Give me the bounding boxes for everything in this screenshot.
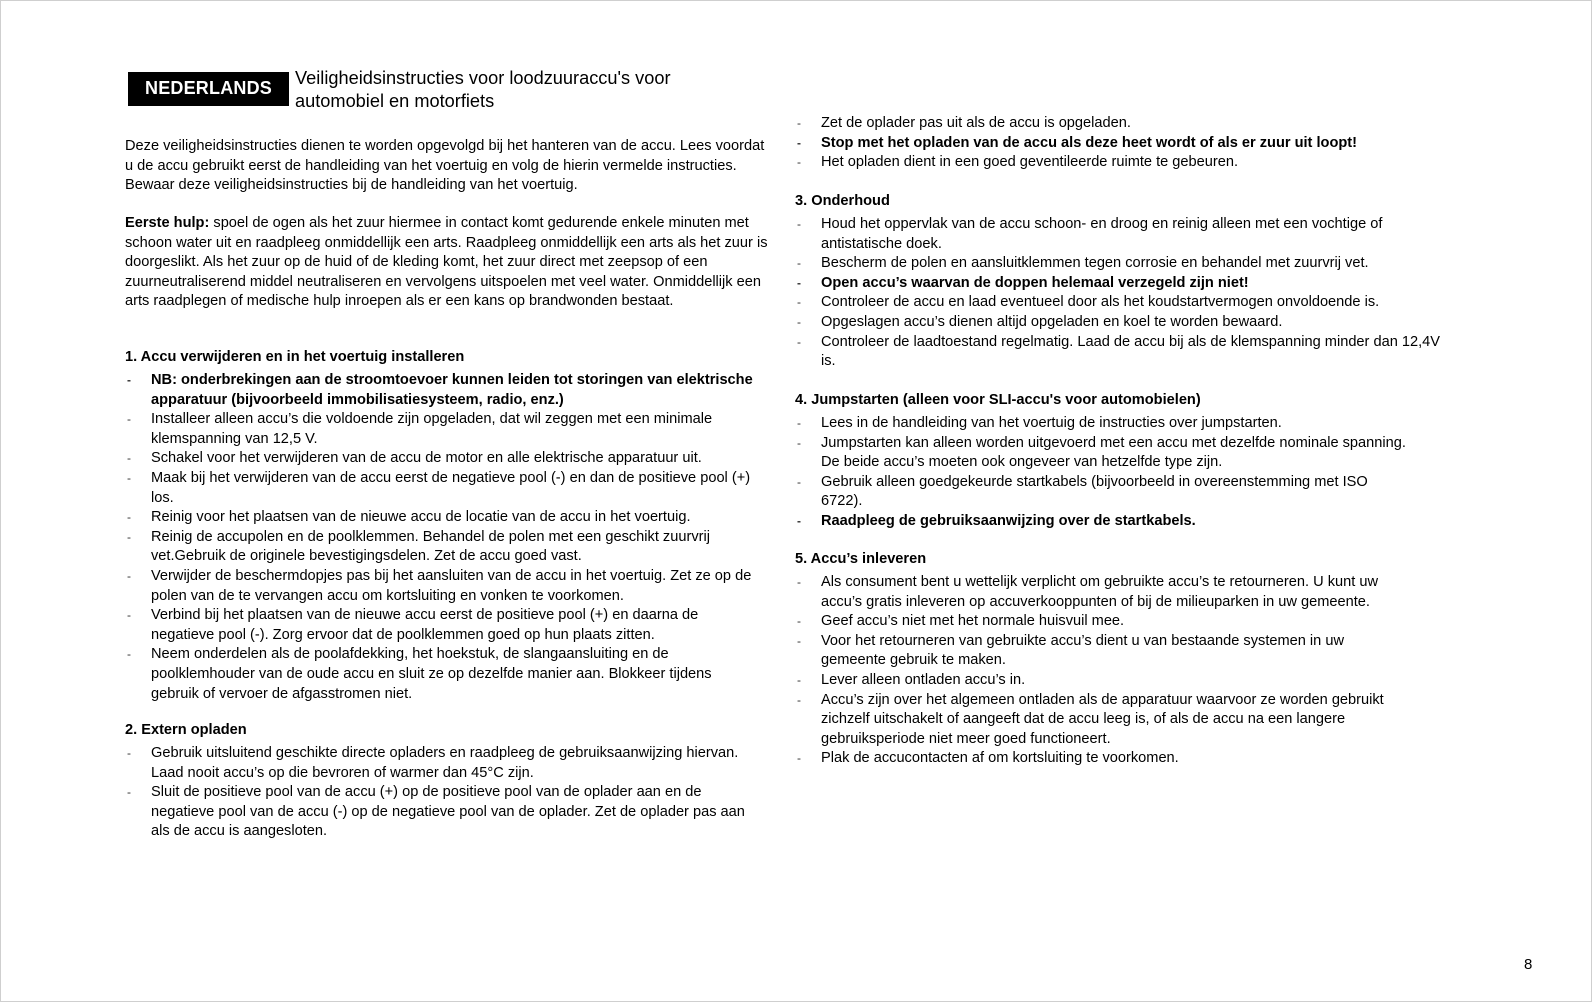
list-item: - Lever alleen ontladen accu’s in. [795,671,1410,691]
section-2-list-part-2 [795,114,1455,173]
list-item: - Bescherm de polen en aansluitklemmen tegen corrosie en behandel met zuurvrij vet. [795,254,1445,274]
first-aid-paragraph [125,214,775,312]
first-aid-label: Eerste hulp: [125,215,210,231]
list-item: - Zet de oplader pas uit als de accu is opgeladen. [795,114,1455,134]
list-item: - Stop met het opladen van de accu als deze heet wordt of als er zuur uit loopt! [795,134,1455,154]
section-4-heading: 4. Jumpstarten (alleen voor SLI-accu's voor automobielen) [795,392,1201,408]
list-item: - Verwijder de beschermdopjes pas bij het aansluiten van de accu in het voertuig. Zet ze op de polen van de te vervangen accu om kortsluiting en vonken te voorkomen. [125,567,763,606]
list-item: - Gebruik alleen goedgekeurde startkabels (bijvoorbeeld in overeenstemming met ISO 6722). [795,473,1410,512]
list-item: - Controleer de accu en laad eventueel door als het koudstartvermogen onvoldoende is. [795,293,1445,313]
document-title-line-1: Veiligheidsinstructies voor loodzuuraccu's voor [295,68,671,88]
page-number: 8 [1524,956,1533,973]
intro-paragraph: Deze veiligheidsinstructies dienen te worden opgevolgd bij het hanteren van de accu. Lees voordat u de accu gebruikt eerst de handleiding van het voertuig en volg de hierin vermelde instructies. Bewaar deze veiligheidsinstructies bij de handleiding van het voertuig. [125,138,765,194]
document-title-line-2: automobiel en motorfiets [295,91,495,111]
first-aid-text: spoel de ogen als het zuur hiermee in contact komt gedurende enkele minuten met schoon water uit en raadpleeg onmiddellijk een arts. Raadpleeg onmiddellijk een arts als het zuur is doorgeslikt. Als het zuur op de huid of de kleding komt, het zuur direct met zeepsop of een zuurneutraliserend middel neutraliseren en vervolgens uitspoelen met veel water. Onmiddellijk een arts raadplegen of medische hulp inroepen als er een kans op brandwonden bestaat. [125,215,768,310]
section-5-list [795,573,1410,769]
section-1-list [125,371,763,704]
document-title [295,67,671,113]
list-item: - Houd het oppervlak van de accu schoon- en droog en reinig alleen met een vochtige of antistatische doek. [795,215,1445,254]
list-item: - Raadpleeg de gebruiksaanwijzing over de startkabels. [795,512,1410,532]
list-item: - Controleer de laadtoestand regelmatig. Laad de accu bij als de klemspanning minder dan 12,4V is. [795,333,1445,372]
section-4-list [795,414,1410,532]
section-2-list-part-1 [125,744,763,842]
list-item: - Voor het retourneren van gebruikte accu’s dient u van bestaande systemen in uw gemeente gebruik te maken. [795,632,1410,671]
list-item: - Opgeslagen accu’s dienen altijd opgeladen en koel te worden bewaard. [795,313,1445,333]
section-3-list [795,215,1445,372]
list-item: - Accu’s zijn over het algemeen ontladen als de apparatuur waarvoor ze worden gebruikt zichzelf uitschakelt of aangeeft dat de accu leeg is, of als de accu na een langere gebruiksperiode niet meer goed functioneert. [795,691,1410,750]
list-item: - Als consument bent u wettelijk verplicht om gebruikte accu’s te retourneren. U kunt uw accu’s gratis inleveren op accuverkooppunten of bij de milieuparken in uw gemeente. [795,573,1410,612]
list-item: - Maak bij het verwijderen van de accu eerst de negatieve pool (-) en dan de positieve pool (+) los. [125,469,763,508]
section-1-heading: 1. Accu verwijderen en in het voertuig installeren [125,349,465,365]
list-item: - NB: onderbrekingen aan de stroomtoevoer kunnen leiden tot storingen van elektrische apparatuur (bijvoorbeeld immobilisatiesysteem, radio, enz.) [125,371,763,410]
list-item: - Verbind bij het plaatsen van de nieuwe accu eerst de positieve pool (+) en daarna de negatieve pool (-). Zorg ervoor dat de poolklemmen goed op hun plaats zitten. [125,606,763,645]
section-2-heading: 2. Extern opladen [125,722,247,738]
list-item: - Reinig de accupolen en de poolklemmen. Behandel de polen met een geschikt zuurvrij vet.Gebruik de originele bevestigingsdelen. Zet de accu goed vast. [125,528,763,567]
section-5-heading: 5. Accu’s inleveren [795,551,927,567]
list-item: - Het opladen dient in een goed geventileerde ruimte te gebeuren. [795,153,1455,173]
list-item: - Schakel voor het verwijderen van de accu de motor en alle elektrische apparatuur uit. [125,449,763,469]
list-item: - Plak de accucontacten af om kortsluiting te voorkomen. [795,749,1410,769]
list-item: - Sluit de positieve pool van de accu (+) op de positieve pool van de oplader aan en de negatieve pool van de accu (-) op de negatieve pool van de oplader. Zet de oplader pas aan als de accu is aangesloten. [125,783,763,842]
list-item: - Installeer alleen accu’s die voldoende zijn opgeladen, dat wil zeggen met een minimale klemspanning van 12,5 V. [125,410,763,449]
list-item: - Geef accu’s niet met het normale huisvuil mee. [795,612,1410,632]
list-item: - Open accu’s waarvan de doppen helemaal verzegeld zijn niet! [795,274,1445,294]
list-item: - Neem onderdelen als de poolafdekking, het hoekstuk, de slangaansluiting en de poolklemhouder van de oude accu en sluit ze op dezelfde manier aan. Blokkeer tijdens gebruik of vervoer de afgasstromen niet. [125,645,763,704]
language-badge: NEDERLANDS [128,72,289,106]
section-3-heading: 3. Onderhoud [795,193,890,209]
list-item: - Jumpstarten kan alleen worden uitgevoerd met een accu met dezelfde nominale spanning. De beide accu’s moeten ook ongeveer van hetzelfde type zijn. [795,434,1410,473]
page-header [128,67,671,113]
list-item: - Gebruik uitsluitend geschikte directe opladers en raadpleeg de gebruiksaanwijzing hiervan. Laad nooit accu’s op die bevroren of warmer dan 45°C zijn. [125,744,763,783]
list-item: - Lees in de handleiding van het voertuig de instructies over jumpstarten. [795,414,1410,434]
list-item: - Reinig voor het plaatsen van de nieuwe accu de locatie van de accu in het voertuig. [125,508,763,528]
